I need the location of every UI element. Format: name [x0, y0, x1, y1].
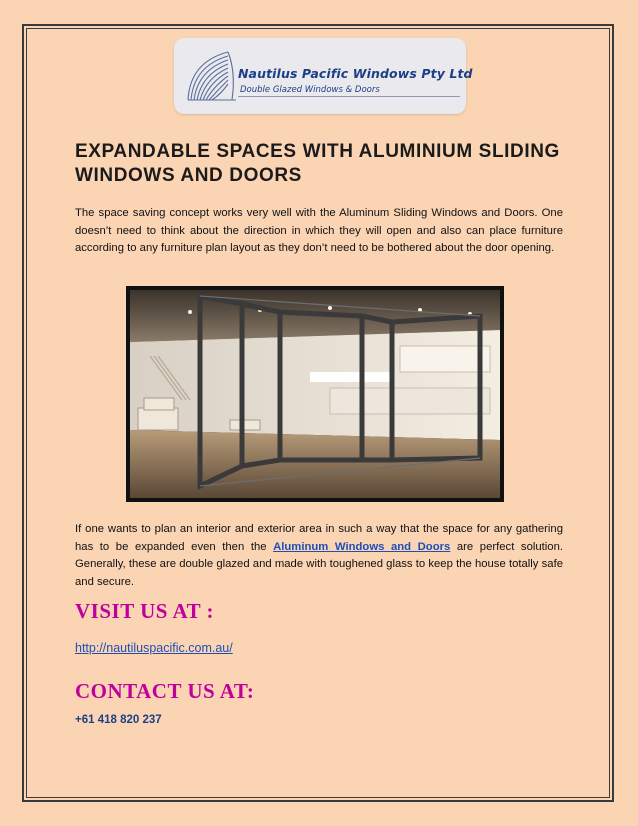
- company-tagline: Double Glazed Windows & Doors: [240, 85, 380, 95]
- article-title: EXPANDABLE SPACES WITH ALUMINIUM SLIDING WINDOWS AND DOORS: [75, 141, 560, 186]
- phone-number: +61 418 820 237: [75, 714, 162, 726]
- body-paragraph: [75, 521, 563, 591]
- intro-paragraph: The space saving concept works very well with the Aluminum Sliding Windows and Doors. One doesn’t need to think about the direction in which they will open and also can place furniture according to any furniture plan layout as they don’t need to be bothered about the door opening.: [75, 207, 563, 254]
- website-link[interactable]: http://nautiluspacific.com.au/: [75, 641, 233, 655]
- nautilus-shell-icon: [180, 42, 240, 108]
- folding-doors-illustration: [130, 290, 500, 498]
- company-logo: [174, 38, 473, 114]
- body-text-start: If one wants to plan an interior and exterior area in such a way that the space for any gathering has to be expanded even then the: [75, 523, 563, 553]
- company-name: Nautilus Pacific Windows Pty Ltd: [238, 66, 473, 81]
- visit-heading: VISIT US AT :: [75, 599, 214, 623]
- aluminum-windows-doors-link[interactable]: Aluminum Windows and Doors: [273, 540, 451, 553]
- body-text-end: are perfect solution. Generally, these are double glazed and made with toughened glass to keep the house totally safe and secure.: [75, 540, 563, 588]
- folding-doors-photo: [126, 286, 504, 502]
- contact-heading: CONTACT US AT:: [75, 679, 255, 703]
- logo-divider: [238, 96, 460, 97]
